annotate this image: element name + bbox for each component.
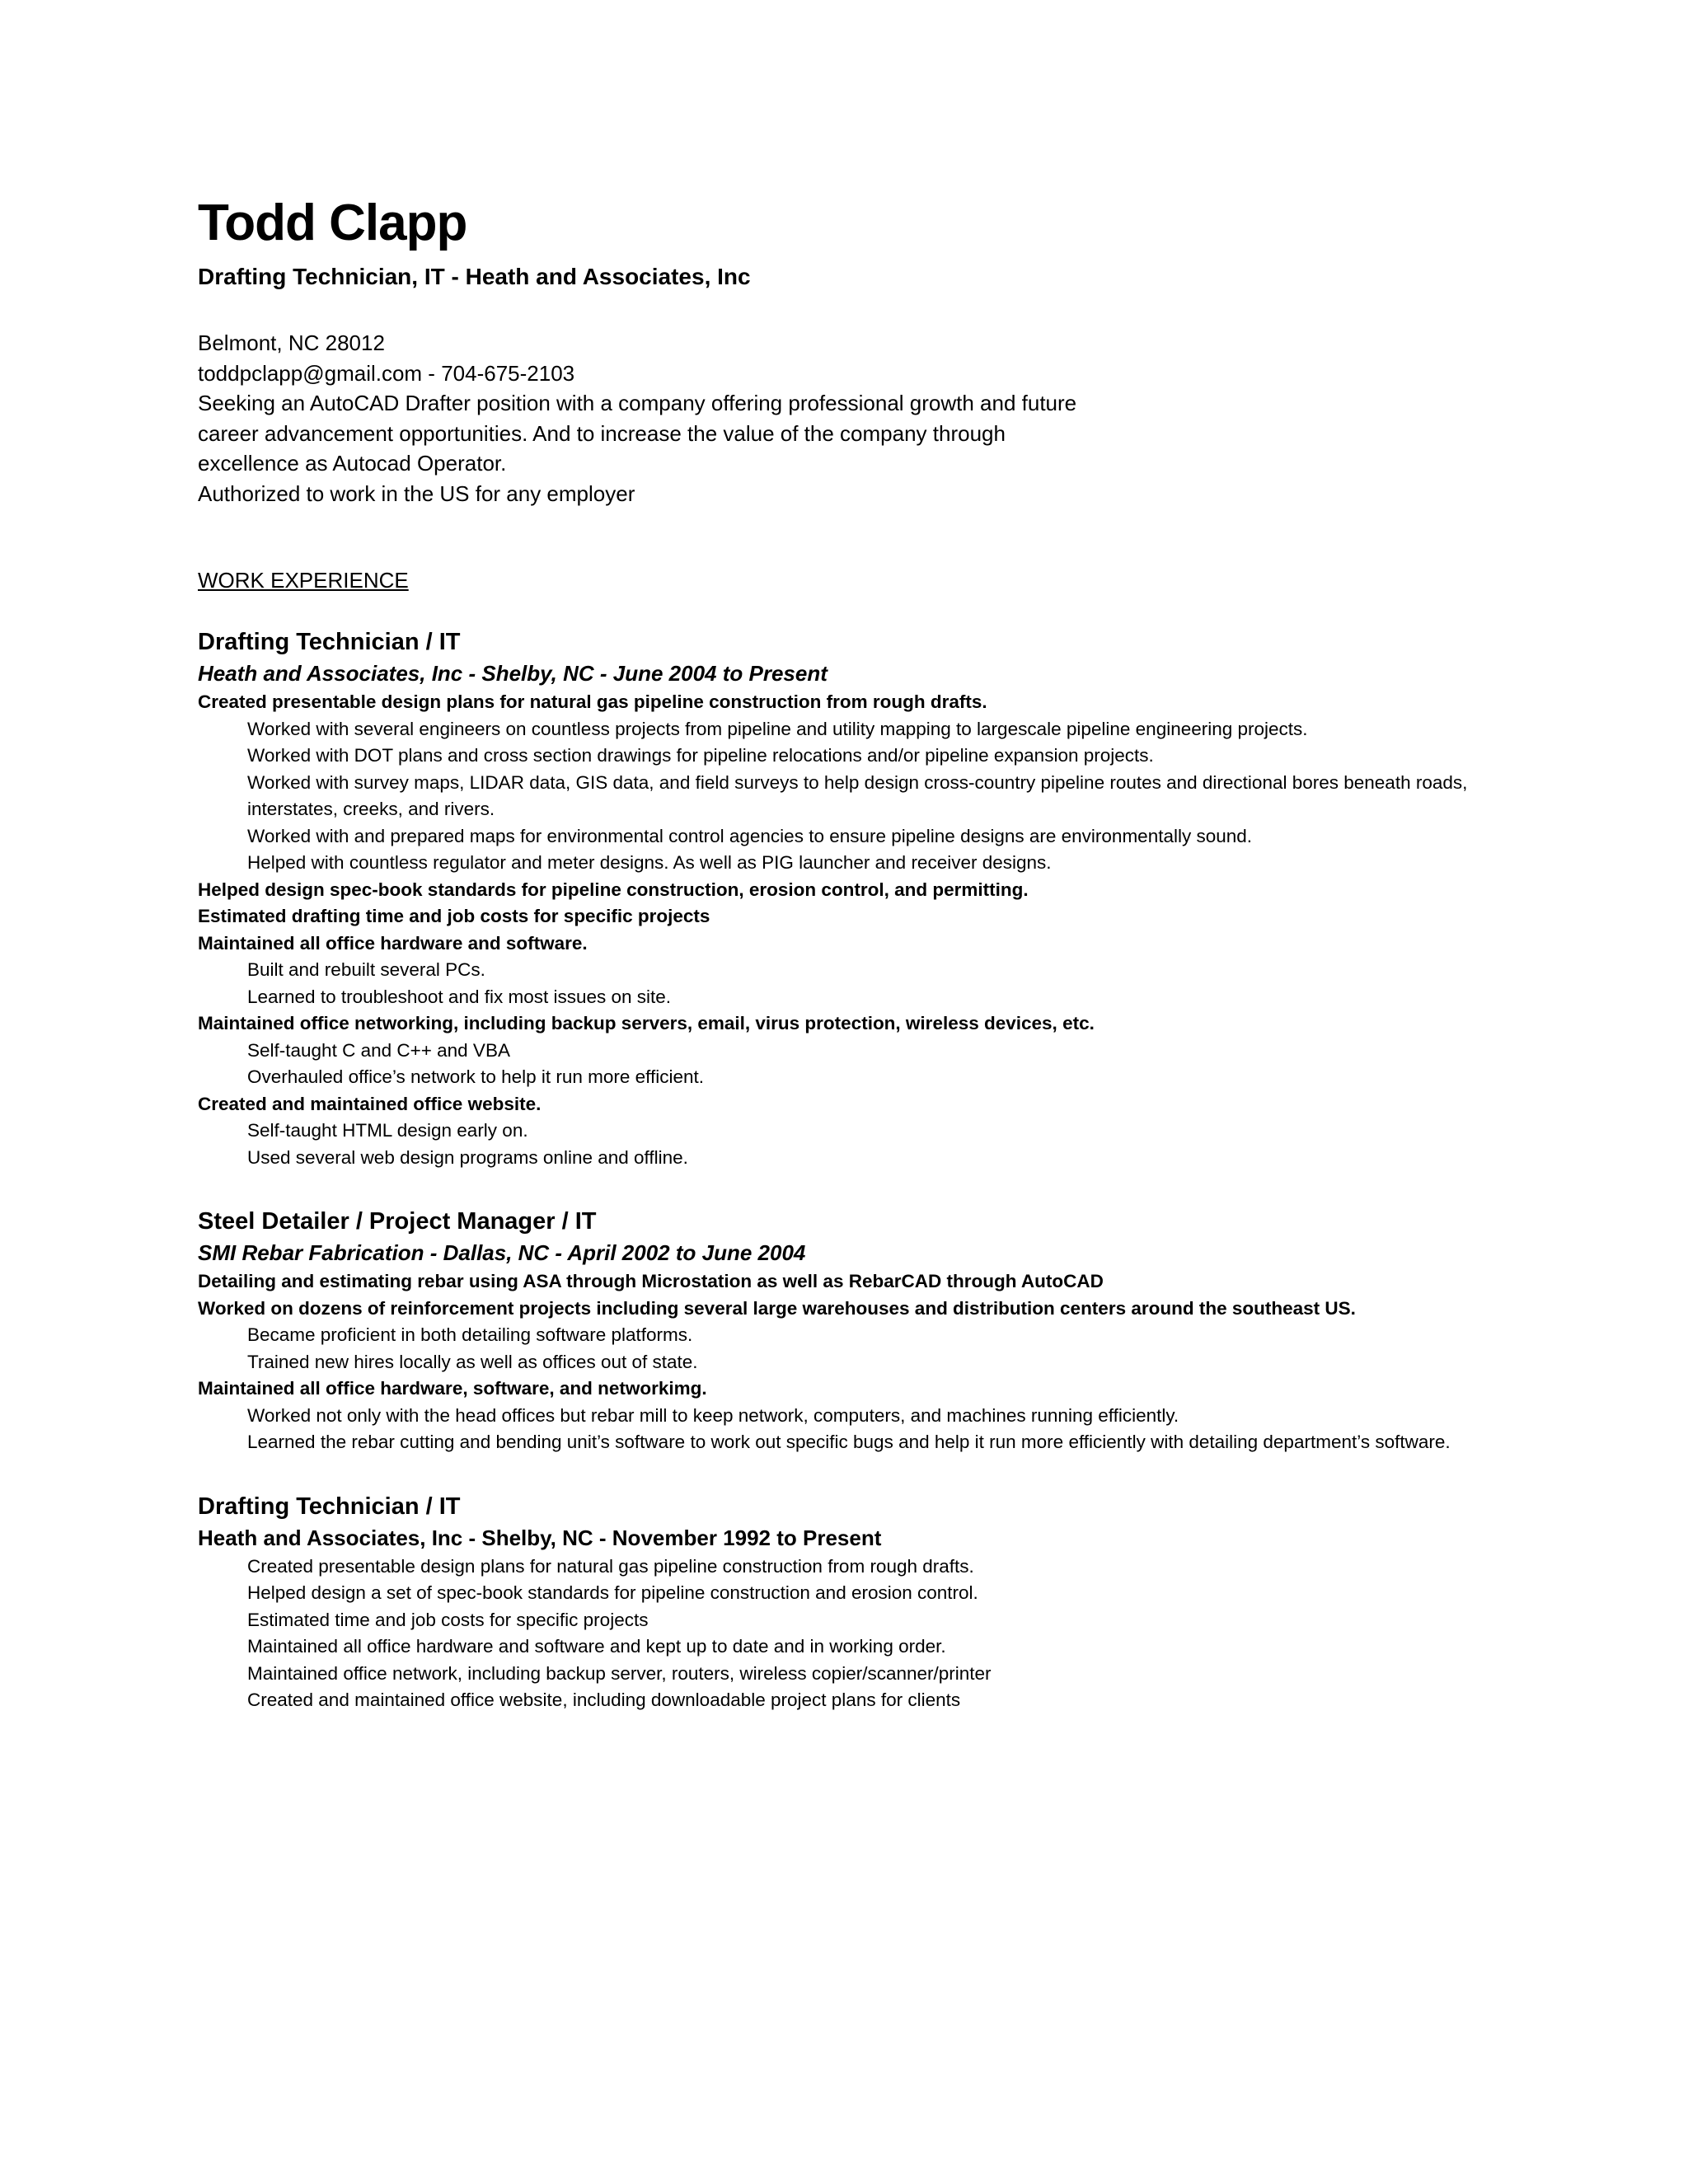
candidate-name: Todd Clapp [198,194,467,251]
duty-detail: Self-taught C and C++ and VBA [247,1039,510,1061]
job-company: Heath and Associates, Inc - Shelby, NC - November 1992 to Present [198,1525,882,1550]
job-title: Steel Detailer / Project Manager / IT [198,1208,597,1235]
duty-detail: Maintained all office hardware and software and kept up to date and in working order. [247,1636,946,1657]
duty-detail: Learned to troubleshoot and fix most issues on site. [247,986,672,1007]
duty-item: Created presentable design plans for natural gas pipeline construction from rough drafts. [198,691,987,712]
job-title: Drafting Technician / IT [198,1493,461,1520]
duty-detail: Created presentable design plans for natural gas pipeline construction from rough drafts. [247,1555,974,1577]
duty-detail: Became proficient in both detailing software platforms. [247,1324,693,1345]
contact-block [198,328,1517,509]
duty-item: Created and maintained office website. [198,1093,542,1114]
job-duties [198,1554,1517,1714]
objective-line: career advancement opportunities. And to increase the value of the company through [198,420,1006,446]
duty-item: Helped design spec-book standards for pipeline construction, erosion control, and permitting. [198,879,1029,900]
email-phone: toddpclapp@gmail.com - 704-675-2103 [198,360,575,386]
job-company: Heath and Associates, Inc - Shelby, NC - June 2004 to Present [198,661,828,686]
duty-detail: Overhauled office’s network to help it run more efficient. [247,1066,705,1087]
duty-detail: Built and rebuilt several PCs. [247,959,485,980]
duty-detail: Estimated time and job costs for specific projects [247,1609,649,1630]
duty-detail: Trained new hires locally as well as offices out of state. [247,1351,698,1372]
duty-detail: Worked with DOT plans and cross section drawings for pipeline relocations and/or pipeline expansion projects. [247,745,1154,766]
candidate-headline: Drafting Technician, IT - Heath and Associates, Inc [198,264,751,289]
duty-detail: Used several web design programs online and offline. [247,1146,688,1168]
objective-line: excellence as Autocad Operator. [198,451,507,476]
job-entry [198,1491,1517,1714]
duty-item: Detailing and estimating rebar using ASA through Microstation as well as RebarCAD through AutoCAD [198,1271,1104,1291]
duty-detail: Self-taught HTML design early on. [247,1120,528,1141]
objective-line: Seeking an AutoCAD Drafter position with a company offering professional growth and future [198,391,1077,415]
duty-detail: Created and maintained office website, including downloadable project plans for clients [247,1690,961,1710]
job-entry [198,626,1517,1171]
duty-item: Maintained office networking, including backup servers, email, virus protection, wireless devices, etc. [198,1013,1095,1033]
duty-detail: Worked with and prepared maps for environmental control agencies to ensure pipeline designs are environmentally sound. [247,825,1253,846]
duty-detail: Helped design a set of spec-book standards for pipeline construction and erosion control. [247,1582,978,1603]
work-authorization: Authorized to work in the US for any employer [198,480,635,506]
job-entry [198,1206,1517,1456]
job-duties [198,689,1517,1171]
work-experience-heading: WORK EXPERIENCE [198,568,409,593]
duty-detail: Worked with survey maps, LIDAR data, GIS data, and field surveys to help design cross-country pipeline routes and directional bores beneath roads, interstates, creeks, and rivers. [247,771,1468,819]
location: Belmont, NC 28012 [198,330,385,355]
duty-detail: Learned the rebar cutting and bending unit’s software to work out specific bugs and help it run more efficiently with detailing department’s software. [247,1432,1451,1452]
duty-item: Worked on dozens of reinforcement projects including several large warehouses and distribution centers around the southeast US. [198,1297,1356,1319]
duty-detail: Maintained office network, including backup server, routers, wireless copier/scanner/printer [247,1662,992,1684]
job-title: Drafting Technician / IT [198,629,461,655]
job-duties [198,1268,1517,1456]
duty-item: Maintained all office hardware and software. [198,932,588,954]
duty-detail: Helped with countless regulator and meter designs. As well as PIG launcher and receiver designs. [247,852,1052,873]
duty-detail: Worked with several engineers on countless projects from pipeline and utility mapping to largescale pipeline engineering projects. [247,718,1308,739]
resume-page [198,194,1517,1714]
duty-item: Estimated drafting time and job costs for specific projects [198,906,710,926]
duty-detail: Worked not only with the head offices but rebar mill to keep network, computers, and machines running efficiently. [247,1404,1179,1426]
job-company: SMI Rebar Fabrication - Dallas, NC - April 2002 to June 2004 [198,1240,806,1265]
duty-item: Maintained all office hardware, software, and networkimg. [198,1378,707,1399]
